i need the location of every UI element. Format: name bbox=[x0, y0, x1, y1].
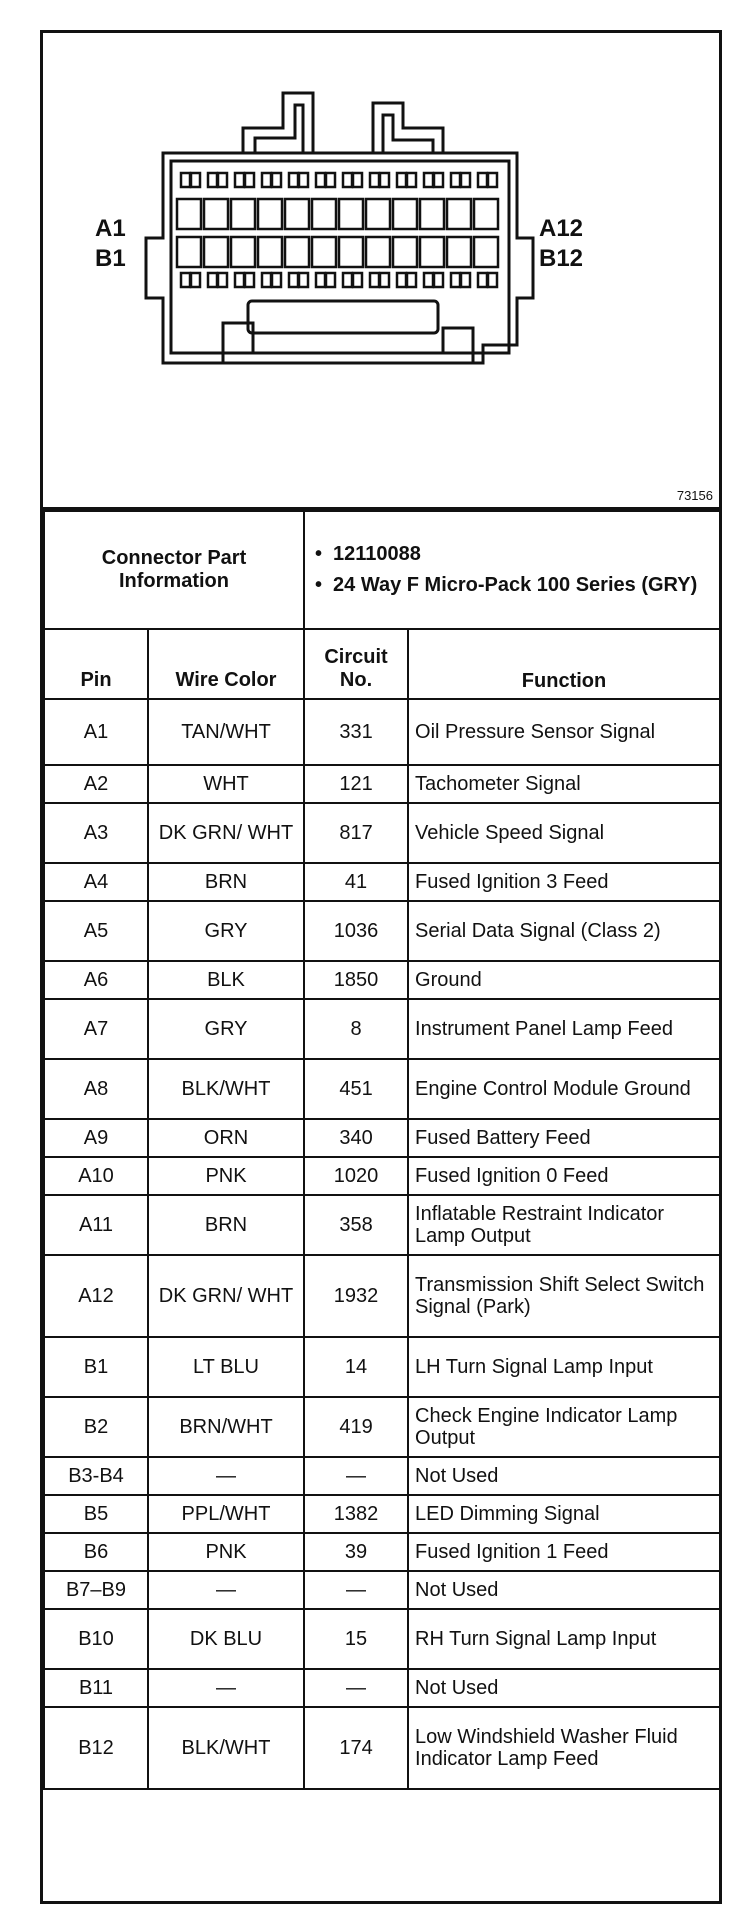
cavity-shape bbox=[191, 273, 200, 287]
cavity-shape bbox=[461, 273, 470, 287]
part-info-values bbox=[304, 511, 720, 629]
figure-number: 73156 bbox=[676, 488, 713, 503]
cavity-shape bbox=[218, 273, 227, 287]
cavity-shape bbox=[208, 273, 217, 287]
table-row bbox=[44, 1571, 720, 1609]
label-b12: B12 bbox=[539, 245, 584, 272]
circuit-no-cell: 1850 bbox=[304, 961, 408, 999]
cavity-shape bbox=[289, 173, 298, 187]
table-row bbox=[44, 1707, 720, 1789]
header-function: Function bbox=[408, 629, 720, 699]
cavity-shape bbox=[204, 199, 228, 229]
pin-cell: B12 bbox=[44, 1707, 148, 1789]
pin-cell: A3 bbox=[44, 803, 148, 863]
cavity-shape bbox=[326, 173, 335, 187]
wire-color-cell: ORN bbox=[148, 1119, 304, 1157]
wire-color-cell: PNK bbox=[148, 1533, 304, 1571]
function-cell: Fused Ignition 3 Feed bbox=[408, 863, 720, 901]
table-row bbox=[44, 1397, 720, 1457]
cavity-shape bbox=[424, 273, 433, 287]
wire-color-cell: TAN/WHT bbox=[148, 699, 304, 765]
cavity-shape bbox=[488, 173, 497, 187]
function-cell: Tachometer Signal bbox=[408, 765, 720, 803]
circuit-no-cell: 14 bbox=[304, 1337, 408, 1397]
part-info-row bbox=[44, 511, 720, 629]
cavity-shape bbox=[272, 273, 281, 287]
cavity-shape bbox=[262, 173, 271, 187]
table-row bbox=[44, 1059, 720, 1119]
cavity-shape bbox=[258, 199, 282, 229]
cavity-shape bbox=[447, 199, 471, 229]
header-row bbox=[44, 629, 720, 699]
pin-cell: B1 bbox=[44, 1337, 148, 1397]
wire-color-cell: WHT bbox=[148, 765, 304, 803]
circuit-no-cell: 39 bbox=[304, 1533, 408, 1571]
function-cell: Not Used bbox=[408, 1457, 720, 1495]
table-row bbox=[44, 765, 720, 803]
circuit-no-cell: — bbox=[304, 1457, 408, 1495]
header-pin: Pin bbox=[44, 629, 148, 699]
cavity-shape bbox=[299, 173, 308, 187]
table-row bbox=[44, 1195, 720, 1255]
cavity-shape bbox=[366, 237, 390, 267]
pin-cell: A6 bbox=[44, 961, 148, 999]
cavity-shape bbox=[245, 173, 254, 187]
circuit-no-cell: 1036 bbox=[304, 901, 408, 961]
function-cell: Serial Data Signal (Class 2) bbox=[408, 901, 720, 961]
table-row bbox=[44, 1337, 720, 1397]
cavity-shape bbox=[451, 173, 460, 187]
label-b1: B1 bbox=[95, 245, 126, 272]
wire-color-cell: BRN bbox=[148, 863, 304, 901]
wire-color-cell: DK GRN/ WHT bbox=[148, 803, 304, 863]
cavity-shape bbox=[353, 173, 362, 187]
wire-color-cell: DK BLU bbox=[148, 1609, 304, 1669]
function-cell: Engine Control Module Ground bbox=[408, 1059, 720, 1119]
pin-cell: A10 bbox=[44, 1157, 148, 1195]
circuit-no-cell: 8 bbox=[304, 999, 408, 1059]
wire-color-cell: PNK bbox=[148, 1157, 304, 1195]
circuit-no-cell: 1382 bbox=[304, 1495, 408, 1533]
cavity-shape bbox=[299, 273, 308, 287]
cavity-shape bbox=[316, 173, 325, 187]
pinout-table bbox=[43, 510, 721, 1790]
function-cell: Not Used bbox=[408, 1571, 720, 1609]
connector-sheet bbox=[40, 30, 722, 1904]
function-cell: Transmission Shift Select Switch Signal (Park) bbox=[408, 1255, 720, 1337]
function-cell: Low Windshield Washer Fluid Indicator Lamp Feed bbox=[408, 1707, 720, 1789]
cavity-shape bbox=[339, 199, 363, 229]
circuit-no-cell: 331 bbox=[304, 699, 408, 765]
circuit-no-cell: 419 bbox=[304, 1397, 408, 1457]
cavity-shape bbox=[312, 199, 336, 229]
label-a1: A1 bbox=[95, 215, 126, 242]
cavity-shape bbox=[181, 273, 190, 287]
cavity-shape bbox=[262, 273, 271, 287]
circuit-no-cell: 174 bbox=[304, 1707, 408, 1789]
pin-cell: B5 bbox=[44, 1495, 148, 1533]
cavity-shape bbox=[191, 173, 200, 187]
part-info-label: Connector Part Information bbox=[44, 511, 304, 629]
part-description: • 24 Way F Micro-Pack 100 Series (GRY) bbox=[313, 574, 711, 597]
pin-cell: B6 bbox=[44, 1533, 148, 1571]
cavity-shape bbox=[366, 199, 390, 229]
circuit-no-cell: 15 bbox=[304, 1609, 408, 1669]
cavity-shape bbox=[272, 173, 281, 187]
wire-color-cell: GRY bbox=[148, 901, 304, 961]
cavity-shape bbox=[370, 173, 379, 187]
circuit-no-cell: 451 bbox=[304, 1059, 408, 1119]
pin-cell: B3-B4 bbox=[44, 1457, 148, 1495]
cavity-shape bbox=[474, 199, 498, 229]
wire-color-cell: DK GRN/ WHT bbox=[148, 1255, 304, 1337]
cavity-shape bbox=[218, 173, 227, 187]
pin-cell: A4 bbox=[44, 863, 148, 901]
circuit-no-cell: 41 bbox=[304, 863, 408, 901]
cavity-shape bbox=[177, 199, 201, 229]
cavity-shape bbox=[245, 273, 254, 287]
cavity-shape bbox=[488, 273, 497, 287]
cavity-shape bbox=[312, 237, 336, 267]
header-wire-color: Wire Color bbox=[148, 629, 304, 699]
cavity-shape bbox=[339, 237, 363, 267]
cavity-shape bbox=[393, 199, 417, 229]
cavity-shape bbox=[231, 237, 255, 267]
circuit-no-cell: 1932 bbox=[304, 1255, 408, 1337]
function-cell: Vehicle Speed Signal bbox=[408, 803, 720, 863]
cavity-shape bbox=[447, 237, 471, 267]
pin-cell: B11 bbox=[44, 1669, 148, 1707]
table-row bbox=[44, 1157, 720, 1195]
wire-color-cell: — bbox=[148, 1571, 304, 1609]
function-cell: Ground bbox=[408, 961, 720, 999]
cavity-shape bbox=[397, 173, 406, 187]
circuit-no-cell: 817 bbox=[304, 803, 408, 863]
wire-color-cell: BRN/WHT bbox=[148, 1397, 304, 1457]
table-row bbox=[44, 961, 720, 999]
table-row bbox=[44, 1457, 720, 1495]
pin-cell: A7 bbox=[44, 999, 148, 1059]
function-cell: LH Turn Signal Lamp Input bbox=[408, 1337, 720, 1397]
cavity-shape bbox=[343, 173, 352, 187]
cavity-shape bbox=[177, 237, 201, 267]
cavity-shape bbox=[258, 237, 282, 267]
wire-color-cell: BLK/WHT bbox=[148, 1707, 304, 1789]
function-cell: Fused Ignition 1 Feed bbox=[408, 1533, 720, 1571]
circuit-no-cell: 121 bbox=[304, 765, 408, 803]
table-row bbox=[44, 863, 720, 901]
cavity-shape bbox=[461, 173, 470, 187]
cavity-shape bbox=[316, 273, 325, 287]
cavity-shape bbox=[231, 199, 255, 229]
pin-cell: A12 bbox=[44, 1255, 148, 1337]
cavity-shape bbox=[204, 237, 228, 267]
function-cell: Oil Pressure Sensor Signal bbox=[408, 699, 720, 765]
pin-cell: B7–B9 bbox=[44, 1571, 148, 1609]
cavity-shape bbox=[285, 237, 309, 267]
cavity-shape bbox=[235, 173, 244, 187]
cavity-shape bbox=[343, 273, 352, 287]
cavity-shape bbox=[380, 173, 389, 187]
wire-color-cell: PPL/WHT bbox=[148, 1495, 304, 1533]
label-a12: A12 bbox=[539, 215, 584, 242]
table-row bbox=[44, 1495, 720, 1533]
table-row bbox=[44, 901, 720, 961]
cavity-shape bbox=[289, 273, 298, 287]
table-row bbox=[44, 1609, 720, 1669]
table-row bbox=[44, 803, 720, 863]
cavity-shape bbox=[208, 173, 217, 187]
circuit-no-cell: 340 bbox=[304, 1119, 408, 1157]
cavity-shape bbox=[424, 173, 433, 187]
wire-color-cell: BLK bbox=[148, 961, 304, 999]
cavity-shape bbox=[451, 273, 460, 287]
cavity-shape bbox=[353, 273, 362, 287]
circuit-no-cell: 1020 bbox=[304, 1157, 408, 1195]
part-number: • 12110088 bbox=[313, 543, 711, 566]
cavity-shape bbox=[181, 173, 190, 187]
pin-cell: A11 bbox=[44, 1195, 148, 1255]
header-circuit-no: Circuit No. bbox=[304, 629, 408, 699]
cavity-shape bbox=[235, 273, 244, 287]
table-row bbox=[44, 699, 720, 765]
table-row bbox=[44, 1669, 720, 1707]
wire-color-cell: — bbox=[148, 1669, 304, 1707]
cavity-shape bbox=[370, 273, 379, 287]
wire-color-cell: — bbox=[148, 1457, 304, 1495]
pin-cell: A9 bbox=[44, 1119, 148, 1157]
cavity-shape bbox=[407, 273, 416, 287]
cavity-shape bbox=[393, 237, 417, 267]
wire-color-cell: BRN bbox=[148, 1195, 304, 1255]
table-row bbox=[44, 999, 720, 1059]
cavity-shape bbox=[397, 273, 406, 287]
connector-diagram bbox=[43, 33, 719, 510]
circuit-no-cell: — bbox=[304, 1571, 408, 1609]
table-row bbox=[44, 1533, 720, 1571]
function-cell: LED Dimming Signal bbox=[408, 1495, 720, 1533]
pin-cell: A5 bbox=[44, 901, 148, 961]
cavity-shape bbox=[478, 273, 487, 287]
pin-cell: A2 bbox=[44, 765, 148, 803]
cavity-shape bbox=[380, 273, 389, 287]
cavity-shape bbox=[420, 199, 444, 229]
pin-cell: A8 bbox=[44, 1059, 148, 1119]
wire-color-cell: LT BLU bbox=[148, 1337, 304, 1397]
function-cell: Fused Battery Feed bbox=[408, 1119, 720, 1157]
wire-color-cell: BLK/WHT bbox=[148, 1059, 304, 1119]
pin-cell: B10 bbox=[44, 1609, 148, 1669]
function-cell: Instrument Panel Lamp Feed bbox=[408, 999, 720, 1059]
circuit-no-cell: 358 bbox=[304, 1195, 408, 1255]
function-cell: Not Used bbox=[408, 1669, 720, 1707]
cavity-shape bbox=[420, 237, 444, 267]
table-row bbox=[44, 1255, 720, 1337]
cavity-shape bbox=[474, 237, 498, 267]
function-cell: Fused Ignition 0 Feed bbox=[408, 1157, 720, 1195]
cavity-shape bbox=[407, 173, 416, 187]
function-cell: RH Turn Signal Lamp Input bbox=[408, 1609, 720, 1669]
pin-cell: B2 bbox=[44, 1397, 148, 1457]
wire-color-cell: GRY bbox=[148, 999, 304, 1059]
circuit-no-cell: — bbox=[304, 1669, 408, 1707]
connector-drawing bbox=[43, 33, 719, 507]
function-cell: Inflatable Restraint Indicator Lamp Output bbox=[408, 1195, 720, 1255]
cavity-shape bbox=[478, 173, 487, 187]
cavity-shape bbox=[285, 199, 309, 229]
pin-cell: A1 bbox=[44, 699, 148, 765]
cavity-shape bbox=[434, 273, 443, 287]
cavity-shape bbox=[434, 173, 443, 187]
function-cell: Check Engine Indicator Lamp Output bbox=[408, 1397, 720, 1457]
cavity-shape bbox=[326, 273, 335, 287]
table-row bbox=[44, 1119, 720, 1157]
